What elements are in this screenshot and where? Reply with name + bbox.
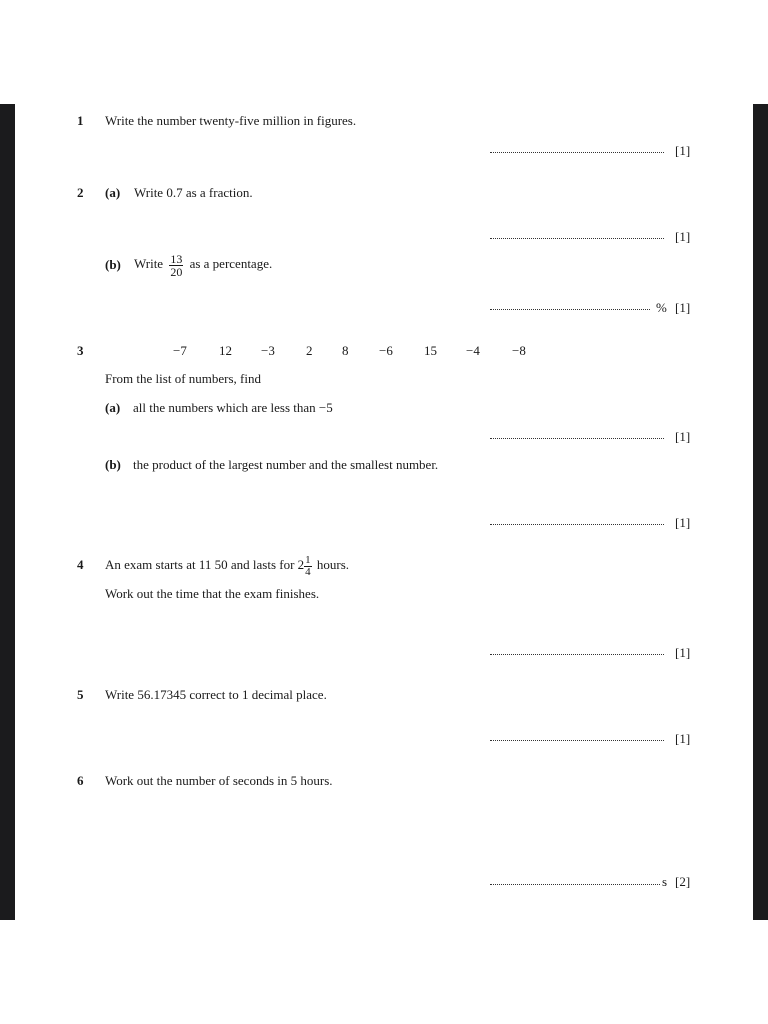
question-3a-label: (a) — [105, 400, 121, 415]
list-number: 8 — [342, 343, 349, 358]
fraction-denominator: 20 — [170, 264, 183, 279]
list-number: 12 — [219, 343, 232, 358]
answer-line-q2a[interactable] — [490, 238, 664, 239]
marks-q6: [2] — [675, 874, 691, 889]
question-3a-text: all the numbers which are less than −5 — [133, 400, 333, 415]
question-6-number: 6 — [77, 773, 84, 788]
question-4-text-2: Work out the time that the exam finishes. — [105, 586, 320, 601]
question-4-text — [105, 551, 349, 579]
question-3b-label: (b) — [105, 457, 121, 472]
answer-line-q6[interactable] — [490, 884, 660, 885]
question-2b-text — [134, 250, 272, 278]
fraction-numerator: 1 — [305, 553, 311, 566]
question-4-text-before: An exam starts at 11 50 and lasts for — [105, 557, 295, 572]
list-number: −8 — [512, 343, 526, 358]
marks-q1: [1] — [675, 143, 691, 158]
answer-line-q3a[interactable] — [490, 438, 664, 439]
marks-q3a: [1] — [675, 429, 691, 444]
answer-line-q4[interactable] — [490, 654, 664, 655]
question-3-number: 3 — [77, 343, 84, 358]
marks-q4: [1] — [675, 645, 691, 660]
list-number: −4 — [466, 343, 480, 358]
question-2b-label: (b) — [105, 257, 121, 272]
mixed-number-whole: 2 — [297, 557, 305, 572]
marks-q2b: [1] — [675, 300, 691, 315]
question-5-text: Write 56.17345 correct to 1 decimal place. — [105, 687, 327, 702]
question-5-number: 5 — [77, 687, 84, 702]
question-2a-label: (a) — [105, 185, 121, 200]
question-2b-text-after: as a percentage. — [189, 256, 273, 271]
answer-line-q2b[interactable] — [490, 309, 650, 310]
marks-q5: [1] — [675, 731, 691, 746]
unit-percent: % — [656, 300, 667, 315]
list-number: −6 — [379, 343, 393, 358]
list-number: 2 — [306, 343, 313, 358]
question-4-number: 4 — [77, 557, 84, 572]
answer-line-q5[interactable] — [490, 740, 664, 741]
left-dark-border — [0, 104, 15, 920]
answer-line-q3b[interactable] — [490, 524, 664, 525]
answer-line-q1[interactable] — [490, 152, 664, 153]
question-4-text-after: hours. — [316, 557, 350, 572]
question-1-number: 1 — [77, 113, 84, 128]
question-1-text: Write the number twenty-five million in figures. — [105, 113, 357, 128]
marks-q3b: [1] — [675, 515, 691, 530]
right-dark-border — [753, 104, 768, 920]
list-number: 15 — [424, 343, 437, 358]
fraction-numerator: 13 — [170, 251, 183, 266]
marks-q2a: [1] — [675, 229, 691, 244]
question-6-text: Work out the number of seconds in 5 hours. — [105, 773, 333, 788]
list-number: −3 — [261, 343, 275, 358]
question-3b-text: the product of the largest number and the smallest number. — [133, 457, 439, 472]
question-3-intro: From the list of numbers, find — [105, 371, 261, 386]
fraction-denominator: 4 — [305, 565, 311, 578]
fraction-13-20 — [169, 253, 183, 278]
question-2b-text-before: Write — [134, 256, 164, 271]
question-2a-text: Write 0.7 as a fraction. — [134, 185, 253, 200]
question-2-number: 2 — [77, 185, 84, 200]
list-number: −7 — [173, 343, 187, 358]
fraction-1-4 — [304, 555, 312, 578]
unit-seconds: s — [662, 874, 668, 889]
